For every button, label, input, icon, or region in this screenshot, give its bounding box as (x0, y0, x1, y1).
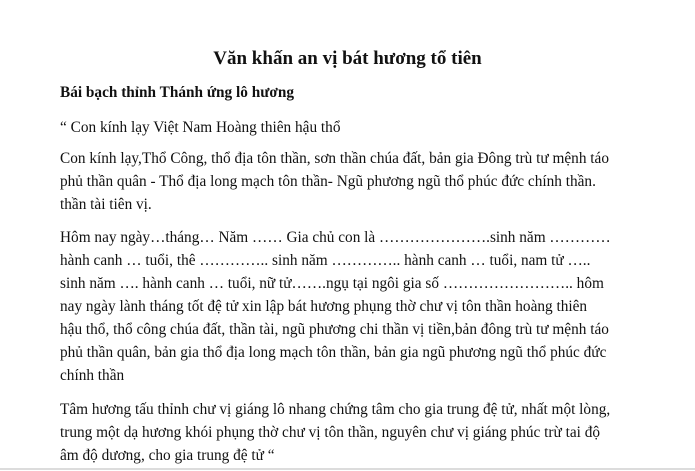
paragraph-3-line-1: Hôm nay ngày…tháng… Năm …… Gia chủ con là ………………….sinh năm ………… (60, 229, 611, 246)
page-bottom-divider (0, 468, 695, 470)
paragraph-2-line-3: thần tài tiên vị. (60, 196, 152, 213)
paragraph-3-line-3: sinh năm …. hành canh … tuổi, nữ tử…….ngụ tại ngôi gia số …………………….. hôm (60, 275, 604, 292)
document-title: Văn khấn an vị bát hương tổ tiên (213, 48, 482, 69)
paragraph-3-line-7: chính thần (60, 367, 125, 384)
paragraph-3-line-6: phủ thần quân, bản gia thổ địa long mạch tôn thần, bản gia ngũ phương ngũ thổ phúc đức (60, 344, 607, 361)
paragraph-3-line-2: hành canh … tuổi, thê ………….. sinh năm ………….. hành canh … tuổi, nam tử ….. (60, 252, 591, 269)
paragraph-4-line-2: trung một dạ hương khói phụng thờ chư vị tôn thần, nguyên chư vị giáng phúc trừ tai độ (60, 424, 601, 441)
paragraph-3-line-4: nay ngày lành tháng tốt đệ tử xin lập bát hương phụng thờ chư vị tôn thần hoàng thiên (60, 298, 588, 315)
paragraph-3-line-5: hậu thổ, thổ công chúa đất, thần tài, ngũ phương chi thần vị tiền,bản đông trù tư mệnh táo (60, 321, 609, 338)
paragraph-1-line-1: “ Con kính lạy Việt Nam Hoàng thiên hậu thổ (60, 119, 341, 136)
paragraph-2-line-1: Con kính lạy,Thổ Công, thổ địa tôn thần, sơn thần chúa đất, bản gia Đông trù tư mệnh táo (60, 150, 609, 167)
document-subtitle: Bái bạch thỉnh Thánh ứng lô hương (60, 84, 295, 101)
paragraph-4-line-1: Tâm hương tấu thỉnh chư vị giáng lô nhang chứng tâm cho gia trung đệ tử, nhất một lòng, (60, 401, 611, 418)
paragraph-2-line-2: phủ thần quân - Thổ địa long mạch tôn thần- Ngũ phương ngũ thổ phúc đức chính thần. (60, 173, 596, 190)
paragraph-4-line-3: âm độ dương, cho gia trung đệ tử “ (60, 447, 275, 464)
